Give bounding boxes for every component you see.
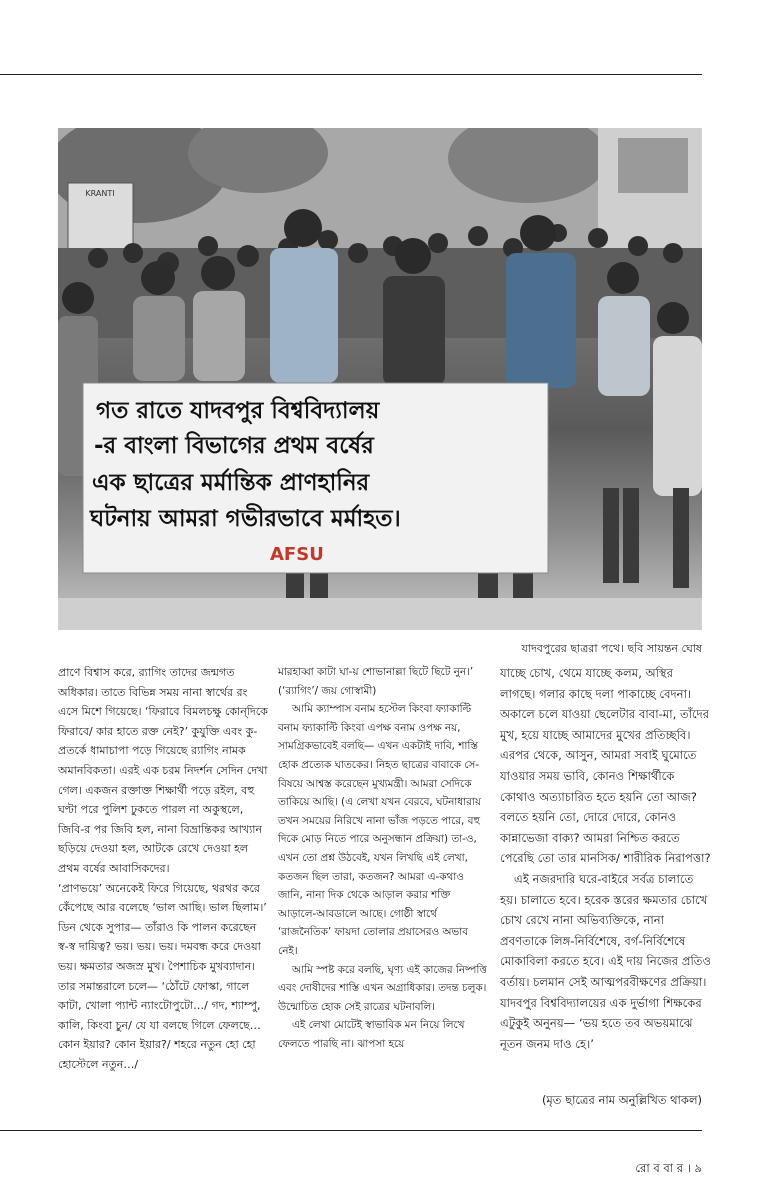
article-paragraph: এই নজরদারি ঘরে-বাইরে সর্বত্র চালাতে হয়। চালাতে হবে। হরেক স্তরের ক্ষমতার চোখে চোখ রেখে নানা অভিব্যক্তিকে, নানা প্রবণতাকে লিঙ্গ-নির্বিশেষে, বর্গ-নির্বিশেষে মোকাবিলা করতে হবে। এই দায় নিজের প্রতিও বর্তায়। চলমান সেই আত্মপরবীক্ষণের প্রক্রিয়া। যাদবপুর বিশ্ববিদ্যালয়ের এক দুর্ভাগা শিক্ষকের এটুকুই অনুনয়— ‘ভয় হতে তব অভয়মাঝে নূতন জনম দাও হে।’ xyxy=(500,871,712,1051)
kranti-sign-text: KRANTI xyxy=(85,189,115,198)
article-paragraph: এই লেখা মোটেই স্বাভাবিক মন নিয়ে লিখে ফেলতে পারছি না। ঝাপসা হয়ে xyxy=(278,1019,465,1050)
banner-line: এক ছাত্রের মর্মান্তিক প্রাণহানির xyxy=(92,470,370,496)
banner-afsu-tag: AFSU xyxy=(270,544,324,565)
article-paragraph: আমি ক্যাম্পাস বনাম হস্টেল কিংবা ফ্যাকাল্টি বনাম ফ্যাকাল্টি কিংবা এপক্ষ বনাম ওপক্ষ নয়, সামগ্রিকভাবেই বলছি— এখন একটাই দাবি, শাস্তি হোক প্রত্যেক ঘাতকের। নিহত ছাত্রের বাবাকে সে-বিষয়ে আশ্বস্ত করেছেন মুখ্যমন্ত্রী। আমরা সেদিকে তাকিয়ে আছি। (এ লেখা যখন বেরবে, ঘটনাধারায় তখন সময়ের নিরিখে নানা ভাঁজ পড়তে পারে, বহু দিকে মোড় নিতে পারে অনুসন্ধান প্রক্রিয়া) তা-ও, এখন তো প্রশ্ন উঠবেই, যখন লিখছি এই লেখা, কতজন ছিল তারা, কতজন? আমরা এ-কথাও জানি, নানা দিক থেকে আড়াল করার শক্তি আড়ালে-আবডালে আছে। গোষ্ঠী স্বার্থে ‘রাজনৈতিক’ ফায়দা তোলার প্রয়াসেরও অভাব নেই। xyxy=(278,703,481,957)
article-column-3 xyxy=(500,663,712,1054)
photo-caption: যাদবপুরের ছাত্ররা পথে। ছবি সায়ন্তন ঘোষ xyxy=(521,642,702,655)
page-folio: রো ব বা র । ৯ xyxy=(635,1161,702,1175)
protest-photo xyxy=(58,128,702,630)
article-column-1 xyxy=(58,663,270,1074)
bottom-rule xyxy=(0,1130,702,1131)
banner-line: গত রাতে যাদবপুর বিশ্ববিদ্যালয় xyxy=(96,398,380,424)
banner-line: ঘটনায় আমরা গভীরভাবে মর্মাহত। xyxy=(90,506,401,532)
article-paragraph: মারহাব্বা কাটা ঘা-য় শোভানাল্লা ছিটে ছিটে নুন।’ (‘র‍্যাগিং’/ জয় গোস্বামী) xyxy=(278,666,474,697)
top-rule xyxy=(0,74,702,75)
article-paragraph: আমি স্পষ্ট করে বলছি, ঘৃণ্য এই কাজের নিষ্পত্তি এবং দোষীদের শাস্তি এখন অগ্রাধিকার। তদন্ত চলুক। উন্মোচিত হোক সেই রাত্রের ঘটনাবলি। xyxy=(278,963,487,1013)
article-column-2 xyxy=(278,663,490,1053)
article-paragraph: যাচ্ছে চোখ, থেমে যাচ্ছে কলম, অস্থির লাগছে। গলার কাছে দলা পাকাচ্ছে বেদনা। অকালে চলে যাওয়া ছেলেটার বাবা-মা, তাঁদের মুখ, হয়ে যাচ্ছে আমাদের মুখের প্রতিচ্ছবি। এরপর থেকে, আসুন, আমরা সবাই ঘুমোতে যাওয়ার সময় ভাবি, কোনও শিক্ষার্থীকে কোথাও অত্যাচারিত হতে হয়নি তো আজ? বলতে হয়নি তো, দোরে দোরে, কোনও কান্নাভেজা বাক্য? আমরা নিশ্চিত করতে পেরেছি তো তার মানসিক/ শারীরিক নিরাপত্তা? xyxy=(500,666,711,866)
article-paragraph: প্রাণে বিশ্বাস করে, র‍্যাগিং তাদের জন্মগত অধিকার। তাতে বিভিন্ন সময় নানা স্বার্থের রং এসে মিশে গিয়েছে। ‘ফিরাবে বিমলচক্ষু কোন্‌দিকে ফিরাবে/ কার হাতে রক্ত নেই?’ কুযুক্তি এবং কু-প্রতর্কে ধামাচাপা পড়ে গিয়েছে র‍্যাগিং নামক অমানবিকতা। এরই এক চরম নিদর্শন সেদিন দেখা গেল। একজন রক্তাক্ত শিক্ষার্থী পড়ে রইল, বহু ঘণ্টা পরে পুলিশ ঢুকতে পারল না অকুস্থলে, জিবি-র পর জিবি হল, নানা বিভ্রান্তিকর আখ্যান ছড়িয়ে দেওয়া হল, আটকে রেখে দেওয়া হল প্রথম বর্ষের আবাসিকদের। xyxy=(58,666,268,875)
photo-illustration xyxy=(58,128,702,630)
footnote: (মৃত ছাত্রের নাম অনুল্লিখিত থাকল) xyxy=(541,1093,702,1107)
banner-line: -র বাংলা বিভাগের প্রথম বর্ষের xyxy=(94,433,374,459)
article-paragraph: ‘প্রাণভয়ে’ অনেকেই ফিরে গিয়েছে, থরথর করে কেঁপেছে আর বলেছে ‘ভাল আছি। ভাল ছিলাম।’ ডিন থেকে সুপার— তাঁরাও কি পালন করেছেন স্ব-স্ব দায়িত্ব? ভয়। ভয়। ভয়। দমবন্ধ করে দেওয়া ভয়। ক্ষমতার অজস্র মুখ। পৈশাচিক মুখব্যাদান। তার সমান্তরালে চলে— ‘ঠোঁটে ফোস্কা, গালে কাটা, খোলা প্যান্ট ন্যাংটোপুটো…/ গদ, শ্যাম্পু, কালি, কিংবা চুন/ যে যা বলছে গিলে ফেলছে… কোন ইয়ার? কোন ইয়ার?/ শহরে নতুন হো হো হোস্টেলে নতুন…/ xyxy=(58,881,267,1071)
